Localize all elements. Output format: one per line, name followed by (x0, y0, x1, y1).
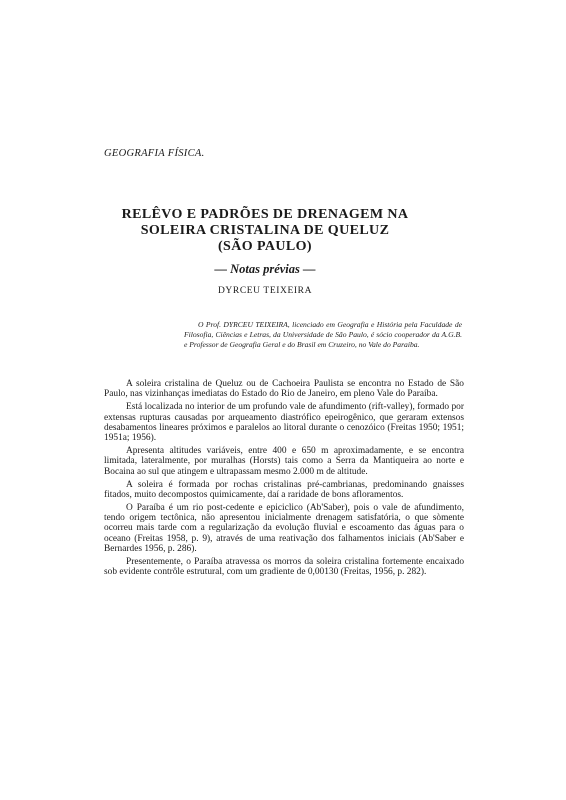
article-subtitle: — Notas prévias — (214, 262, 316, 276)
paragraph: Presentemente, o Paraíba atravessa os morros da soleira cristalina fortemente encaixado sob evidente contrôle estrutural, com um gradiente de 0,00130 (Freitas, 1956, p. 282). (104, 556, 464, 578)
paragraph: Está localizada no interior de um profundo vale de afundimento (rift-valley), formado por extensas rupturas causadas por arqueamento diastrófico epeirogênico, que geraram extensos desabamentos lineares próximos e paralelos ao litoral durante o cenozóico (Freitas 1950; 1951; 1951a; 1956). (104, 402, 464, 444)
paragraph: A soleira cristalina de Queluz ou de Cachoeira Paulista se encontra no Estado de São Paulo, nas vizinhanças imediatas do Estado do Rio de Janeiro, em pleno Vale do Paraíba. (104, 379, 464, 400)
section-label: GEOGRAFIA FÍSICA. (104, 148, 205, 159)
title-line: (SÃO PAULO) (218, 239, 312, 254)
article-body (104, 379, 464, 580)
paragraph: Apresenta altitudes variáveis, entre 400 e 650 m aproximadamente, e se encontra limitada, lateralmente, por muralhas (Horsts) tais como a Serra da Mantiqueira ao norte e Bocaina ao sul que atingem e ultrapassam mesmo 2.000 m de altitude. (104, 446, 464, 477)
title-line: RELÊVO E PADRÕES DE DRENAGEM NA (121, 207, 409, 222)
paragraph: A soleira é formada por rochas cristalinas pré-cambrianas, predominando gnaisses fitados, muito decompostos quimicamente, daí a raridade de bons afloramentos. (104, 479, 464, 500)
paragraph: O Paraíba é um rio post-cedente e epiciclico (Ab'Saber), pois o vale de afundimento, tendo origem tectônica, não apresentou inicialmente drenagem satisfatória, o que sòmente ocorreu mais tarde com a regularização da evolução fluvial e escoamento das águas para o oceano (Freitas 1958, p. 9), através de uma reativação dos falhamentos iniciais (Ab'Saber e Bernardes 1956, p. 286). (104, 502, 464, 555)
author-name: DYRCEU TEIXEIRA (217, 286, 313, 296)
article-title (100, 207, 430, 255)
title-line: SOLEIRA CRISTALINA DE QUELUZ (140, 223, 390, 238)
author-note: O Prof. DYRCEU TEIXEIRA, licenciado em Geografia e História pela Faculdade de Filosofia, Ciências e Letras, da Universidade de São Paulo, é sócio cooperador da A.G.B. e Professor de Geografia Geral e do Brasil em Cruzeiro, no Vale do Paraíba. (184, 320, 462, 349)
